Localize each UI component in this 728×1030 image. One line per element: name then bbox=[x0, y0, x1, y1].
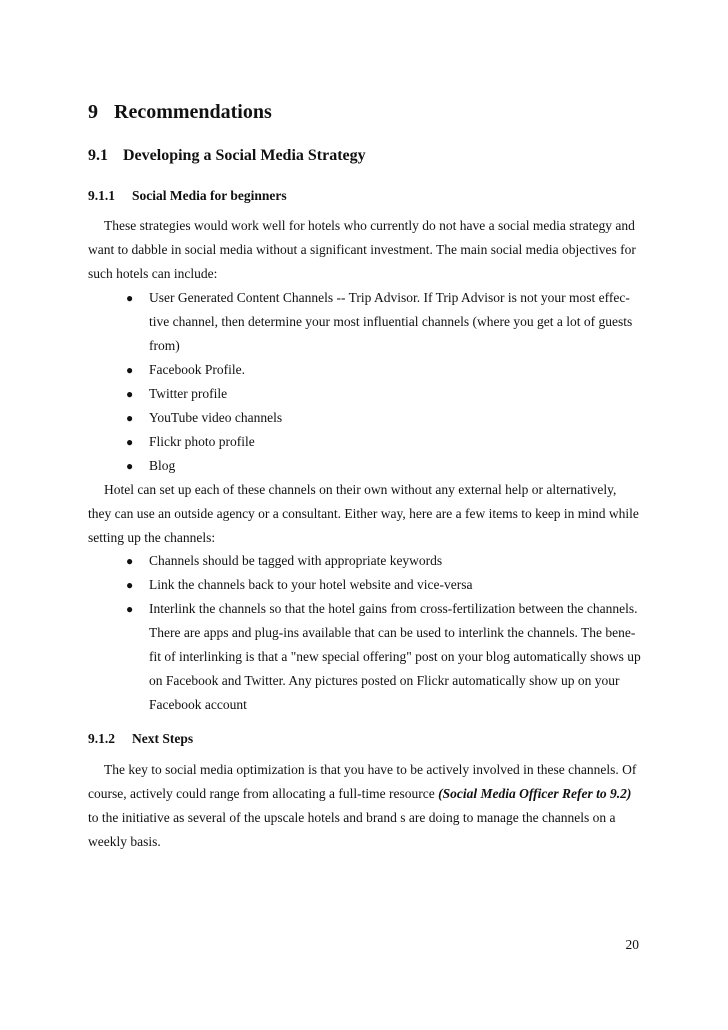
intro-paragraph bbox=[88, 214, 648, 286]
subsection-number: 9.1.2 bbox=[88, 731, 115, 746]
list-item-line: Interlink the channels so that the hotel gains from cross-fertilization between the channels. bbox=[149, 601, 638, 616]
next-steps-paragraph bbox=[88, 758, 648, 854]
list-item-line: fit of interlinking is that a "new special offering" post on your blog automatically shows up bbox=[149, 649, 641, 664]
paragraph-line: to the initiative as several of the upscale hotels and brand s are doing to manage the channels on a bbox=[88, 810, 616, 825]
list-item-line: Facebook account bbox=[149, 697, 247, 712]
objectives-list bbox=[88, 286, 648, 478]
list-item bbox=[88, 573, 648, 597]
bullet-icon: ● bbox=[126, 554, 134, 568]
bullet-icon: ● bbox=[126, 387, 134, 401]
bullet-icon: ● bbox=[126, 435, 134, 449]
list-item-line: YouTube video channels bbox=[149, 410, 283, 425]
paragraph-line: weekly basis. bbox=[88, 834, 161, 849]
list-item bbox=[88, 286, 648, 358]
list-item-line: Blog bbox=[149, 458, 176, 473]
reference-emphasis: (Social Media Officer Refer to 9.2) bbox=[438, 786, 632, 801]
list-item-line: User Generated Content Channels -- Trip Advisor. If Trip Advisor is not your most effec- bbox=[149, 290, 630, 305]
line-text: course, actively could range from allocating a full-time resource bbox=[88, 786, 439, 801]
list-item-line: Facebook Profile. bbox=[149, 362, 245, 377]
bullet-icon: ● bbox=[126, 363, 134, 377]
paragraph-line: they can use an outside agency or a consultant. Either way, here are a few items to keep in mind while bbox=[88, 506, 639, 521]
section-number: 9.1 bbox=[88, 147, 108, 164]
list-item-line: Channels should be tagged with appropriate keywords bbox=[149, 553, 443, 568]
paragraph-line: These strategies would work well for hotels who currently do not have a social media strategy and bbox=[104, 218, 635, 233]
section-title: Developing a Social Media Strategy bbox=[123, 147, 366, 164]
list-item bbox=[88, 430, 648, 454]
subsection-number: 9.1.1 bbox=[88, 188, 115, 203]
list-item bbox=[88, 406, 648, 430]
bullet-icon: ● bbox=[126, 602, 134, 616]
list-item-line: Link the channels back to your hotel website and vice-versa bbox=[149, 577, 473, 592]
page-number: 20 bbox=[625, 937, 639, 952]
list-item-line: Flickr photo profile bbox=[149, 434, 255, 449]
paragraph-line: setting up the channels: bbox=[88, 530, 216, 545]
section-heading bbox=[88, 147, 366, 165]
list-item bbox=[88, 454, 648, 478]
list-item-line: Twitter profile bbox=[149, 386, 228, 401]
tips-list bbox=[88, 549, 648, 717]
paragraph-line: Hotel can set up each of these channels on their own without any external help or alternatively, bbox=[104, 482, 617, 497]
list-item-line: There are apps and plug-ins available that can be used to interlink the channels. The bene- bbox=[149, 625, 636, 640]
setup-paragraph bbox=[88, 478, 648, 550]
subsection-heading-next-steps bbox=[88, 731, 193, 747]
list-item bbox=[88, 358, 648, 382]
list-item-line: on Facebook and Twitter. Any pictures posted on Flickr automatically show up on your bbox=[149, 673, 620, 688]
paragraph-line: want to dabble in social media without a significant investment. The main social media objectives for bbox=[88, 242, 636, 257]
list-item bbox=[88, 549, 648, 573]
paragraph-line bbox=[88, 782, 648, 806]
bullet-icon: ● bbox=[126, 291, 134, 305]
chapter-heading bbox=[88, 101, 272, 124]
paragraph-line: such hotels can include: bbox=[88, 266, 218, 281]
chapter-number: 9 bbox=[88, 101, 98, 123]
chapter-title: Recommendations bbox=[114, 101, 272, 123]
list-item-line: tive channel, then determine your most influential channels (where you get a lot of guests bbox=[149, 314, 633, 329]
paragraph-line: The key to social media optimization is that you have to be actively involved in these channels. Of bbox=[104, 762, 637, 777]
list-item bbox=[88, 597, 648, 717]
list-item-line: from) bbox=[149, 338, 180, 353]
bullet-icon: ● bbox=[126, 459, 134, 473]
list-item bbox=[88, 382, 648, 406]
subsection-title: Social Media for beginners bbox=[132, 188, 287, 203]
subsection-heading-beginners bbox=[88, 188, 287, 204]
bullet-icon: ● bbox=[126, 578, 134, 592]
subsection-title: Next Steps bbox=[132, 731, 194, 746]
bullet-icon: ● bbox=[126, 411, 134, 425]
